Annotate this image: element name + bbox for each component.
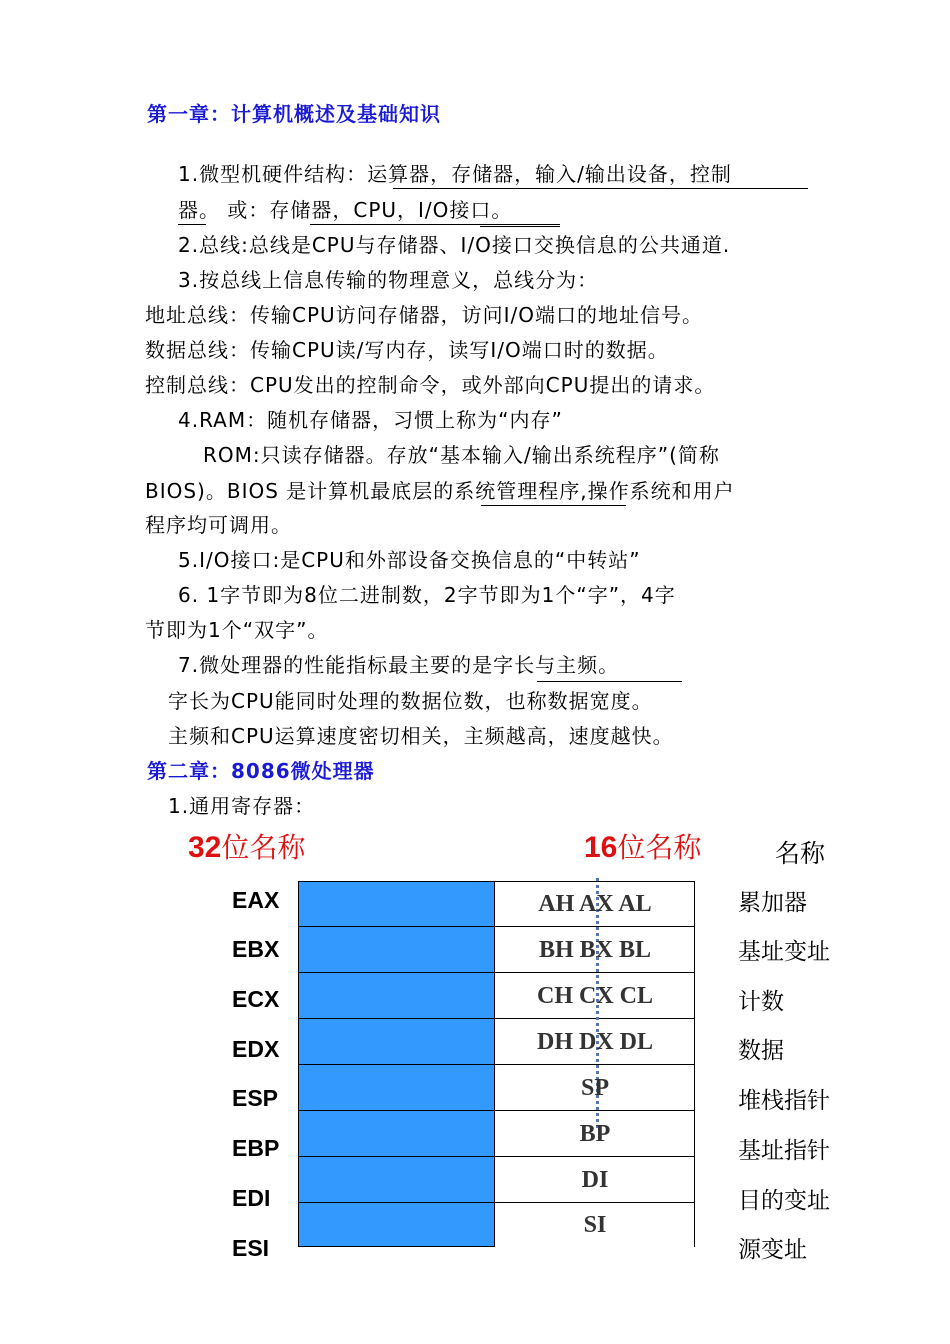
cell-divider bbox=[495, 926, 694, 927]
register-description: 源变址 bbox=[738, 1237, 807, 1263]
hardware-alt-components: 存储器，CPU，I/O接口 bbox=[269, 198, 492, 222]
paragraph-ram: 4.RAM：随机存储器，习惯上称为“内存” bbox=[178, 408, 563, 432]
row-divider bbox=[298, 926, 495, 927]
register-description: 累加器 bbox=[738, 890, 807, 916]
register-32-name: EBP bbox=[232, 1135, 280, 1161]
paragraph-word-length: 字长为CPU能同时处理的数据位数，也称数据宽度。 bbox=[168, 689, 653, 713]
table-right-border bbox=[694, 881, 695, 1247]
header-32-text: 位名称 bbox=[221, 831, 306, 864]
register-16-name: BP bbox=[579, 1121, 611, 1147]
header-32bit bbox=[188, 830, 305, 866]
hardware-label: 1.微型机硬件结构： bbox=[178, 162, 368, 186]
header-16-text: 位名称 bbox=[617, 831, 702, 864]
cell-divider bbox=[495, 1018, 694, 1019]
underline bbox=[178, 224, 206, 225]
paragraph-byte: 6. 1字节即为8位二进制数，2字节即为1个“字”，4字 bbox=[178, 583, 676, 607]
paragraph-bios bbox=[145, 476, 735, 506]
paragraph-general-registers: 1.通用寄存器： bbox=[168, 794, 316, 818]
cell-divider bbox=[495, 972, 694, 973]
register-16-name: BH BX BL bbox=[538, 937, 652, 963]
underline bbox=[310, 224, 560, 225]
register-description: 数据 bbox=[738, 1038, 784, 1064]
register-16-name: DH DX DL bbox=[536, 1029, 653, 1055]
header-16-number: 16 bbox=[584, 831, 618, 864]
register-32-name: EBX bbox=[232, 936, 280, 962]
row-divider bbox=[298, 1202, 495, 1203]
row-divider bbox=[298, 1018, 495, 1019]
register-32-name: ESI bbox=[232, 1235, 270, 1261]
register-32-name: EDX bbox=[232, 1036, 280, 1062]
chapter1-title: 第一章：计算机概述及基础知识 bbox=[147, 102, 441, 126]
register-16-name: DI bbox=[581, 1167, 609, 1193]
paragraph-byte-cont: 节即为1个“双字”。 bbox=[145, 618, 329, 642]
word-length-frequency: 字长与主频。 bbox=[493, 653, 620, 677]
register-32-name: ESP bbox=[232, 1085, 279, 1111]
register-16-name: SP bbox=[580, 1075, 609, 1101]
control-bus-text: 控制总线：CPU发出的控制命令，或外部向CPU提出的请求。 bbox=[145, 373, 716, 397]
address-bus-text: 地址总线：传输CPU访问存储器，访问I/O端口的地址信号。 bbox=[145, 303, 704, 327]
paragraph-frequency: 主频和CPU运算速度密切相关，主频越高，速度越快。 bbox=[168, 724, 674, 748]
row-divider bbox=[298, 1156, 495, 1157]
register-description: 计数 bbox=[738, 989, 784, 1015]
register-description: 基址指针 bbox=[738, 1138, 830, 1164]
paragraph-hardware-structure-cont bbox=[178, 195, 512, 225]
register-description: 基址变址 bbox=[738, 939, 830, 965]
system-management-program: 系统管理程序 bbox=[454, 479, 581, 503]
register-32-name: EDI bbox=[232, 1185, 271, 1211]
cell-divider bbox=[495, 1156, 694, 1157]
register-32-name: ECX bbox=[232, 986, 280, 1012]
header-32-number: 32 bbox=[188, 831, 222, 864]
cell-divider bbox=[495, 881, 694, 882]
paragraph-rom: ROM:只读存储器。存放“基本输入/输出系统程序”(简称 bbox=[203, 443, 720, 467]
header-name: 名称 bbox=[775, 839, 826, 868]
hardware-components-end: 器 bbox=[178, 198, 199, 222]
register-32-name: EAX bbox=[232, 887, 280, 913]
data-bus-text: 数据总线：传输CPU读/写内存，读写I/O端口时的数据。 bbox=[145, 338, 669, 362]
register-16-name: AH AX AL bbox=[538, 891, 652, 917]
paragraph-io-interface: 5.I/O接口:是CPU和外部设备交换信息的“中转站” bbox=[178, 548, 641, 572]
row-divider bbox=[298, 1110, 495, 1111]
register-description: 堆栈指针 bbox=[738, 1088, 830, 1114]
hardware-components: 运算器，存储器，输入/输出设备，控制 bbox=[367, 162, 732, 186]
underline bbox=[393, 188, 808, 189]
period: 。 bbox=[491, 198, 513, 222]
register-16-name: SI bbox=[583, 1212, 607, 1238]
cell-divider bbox=[495, 1064, 694, 1065]
paragraph-bios-cont: 程序均可调用。 bbox=[145, 513, 292, 537]
paragraph-performance bbox=[178, 650, 619, 680]
bios-text-end: ,操作系统和用户 bbox=[580, 479, 735, 503]
paragraph-bus-classification: 3.按总线上信息传输的物理意义，总线分为： bbox=[178, 268, 599, 292]
cell-divider bbox=[495, 1202, 694, 1203]
chapter2-title: 第二章：8086微处理器 bbox=[147, 759, 375, 783]
underline bbox=[480, 226, 560, 227]
register-16-name: CH CX CL bbox=[536, 983, 653, 1009]
underline bbox=[481, 505, 626, 506]
paragraph-bus-definition: 2.总线:总线是CPU与存储器、I/O接口交换信息的公共通道. bbox=[178, 233, 731, 257]
cell-divider bbox=[495, 1110, 694, 1111]
bios-text: BIOS)。BIOS 是计算机最底层的 bbox=[145, 479, 455, 503]
performance-label: 7.微处理器的性能指标最主要的是 bbox=[178, 653, 494, 677]
underline bbox=[537, 681, 682, 682]
paragraph-hardware-structure bbox=[178, 159, 732, 189]
row-divider bbox=[298, 1064, 495, 1065]
header-16bit bbox=[584, 830, 701, 866]
or-label: 。 或： bbox=[199, 198, 270, 222]
register-description: 目的变址 bbox=[738, 1188, 830, 1214]
row-divider bbox=[298, 972, 495, 973]
